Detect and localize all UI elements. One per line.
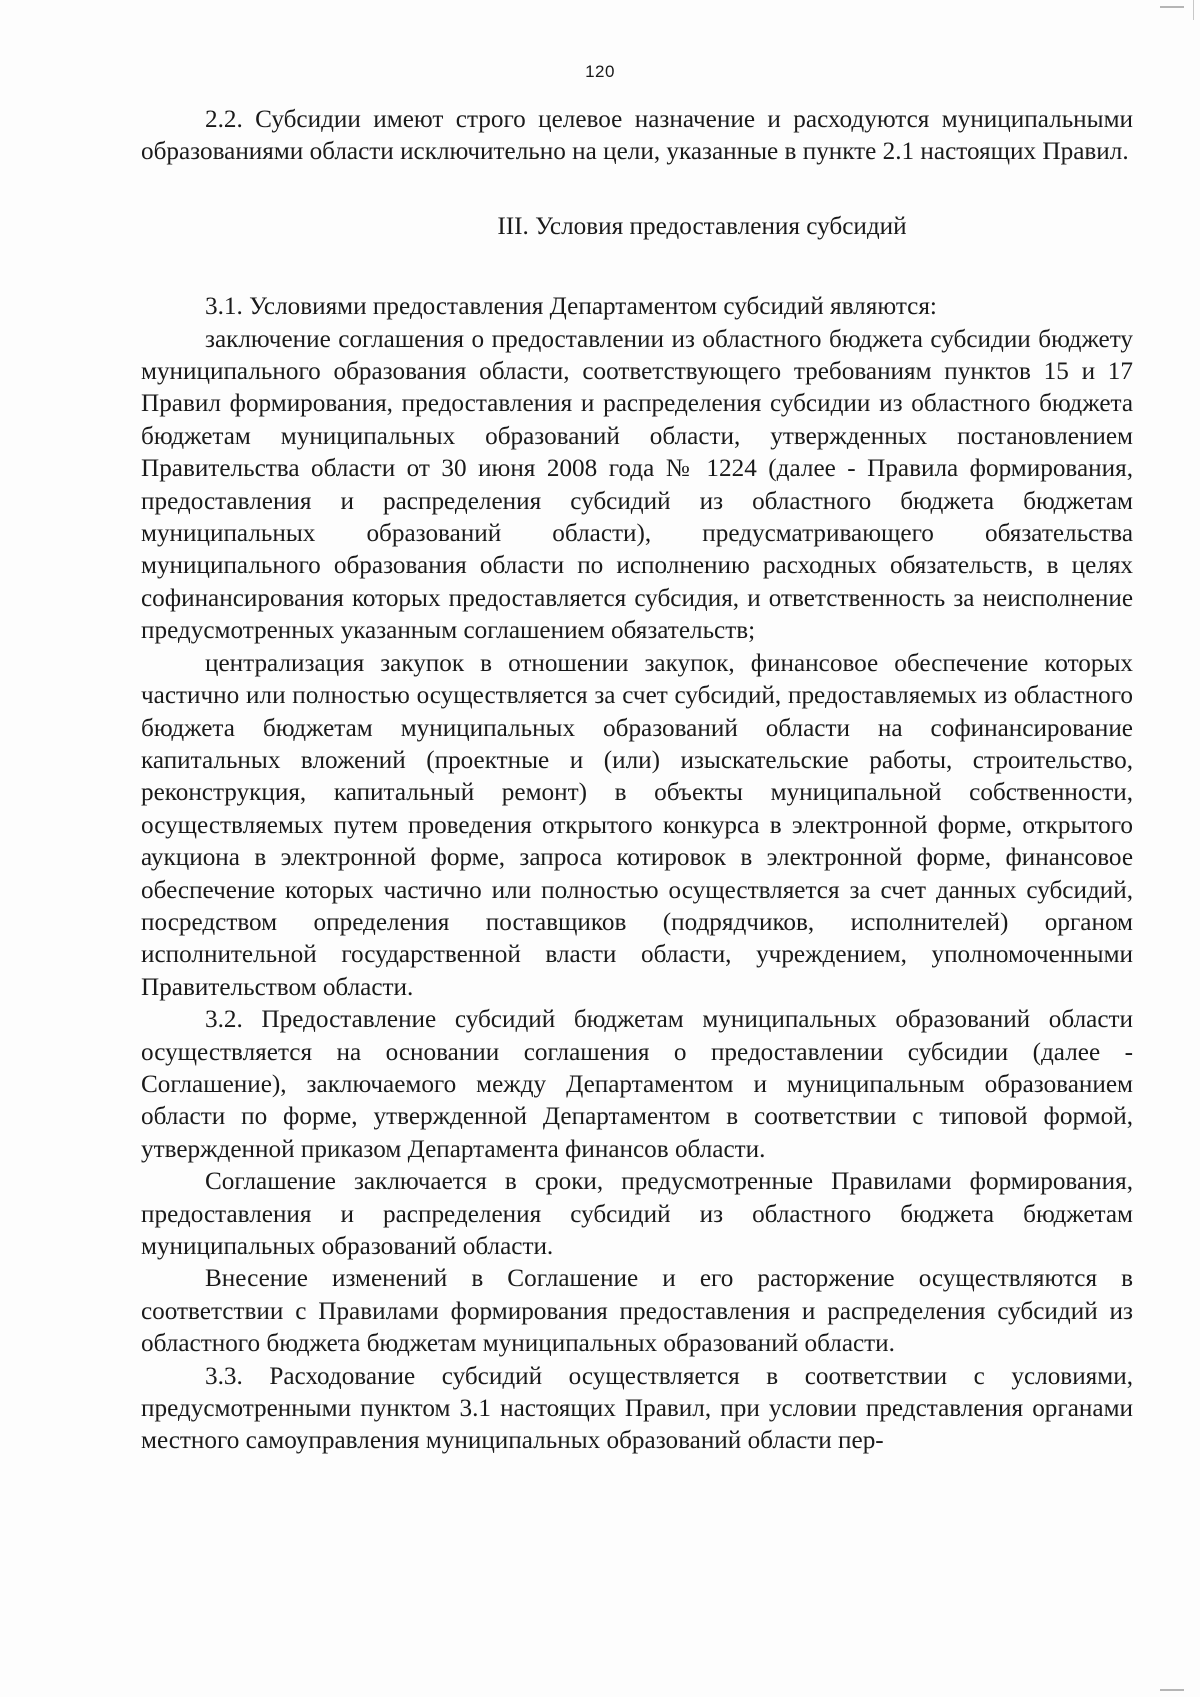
paragraph-3-3: 3.3. Расходование субсидий осуществляется в соответствии с условиями, предусмотренными пунктом 3.1 настоящих Правил, при условии представления органами местного самоуправления муниципальных образований области пер- xyxy=(141,1362,1133,1455)
paragraph-3-2-terms: Соглашение заключается в сроки, предусмотренные Правилами формирования, предоставления и распределения субсидий из областного бюджета бюджетам муниципальных образований области. xyxy=(141,1168,1133,1260)
section-title: III. Условия предоставления субсидий xyxy=(497,212,907,240)
paragraph-3-1: 3.1. Условиями предоставления Департаментом субсидий являются: xyxy=(205,293,937,321)
paragraph-3-2-changes: Внесение изменений в Соглашение и его расторжение осуществляются в соответствии с Правилами формирования предоставления и распределения субсидий из областного бюджета бюджетам муниципальных образований области. xyxy=(141,1265,1133,1358)
document-body xyxy=(141,104,1133,1458)
scan-edge-mark xyxy=(1193,0,1194,20)
paragraph-3-1-centralization: централизация закупок в отношении закупок, финансовое обеспечение которых частично или полностью осуществляется за счет субсидий, предоставляемых из областного бюджета бюджетам муниципальных образований области на софинансирование капитальных вложений (проектные и (или) изыскательские работы, строительство, реконструкция, капитальный ремонт) в объекты муниципальной собственности, осуществляемых путем проведения открытого конкурса в электронной форме, открытого аукциона в электронной форме, запроса котировок в электронной форме, финансовое обеспечение которых частично или полностью осуществляется за счет данных субсидий, посредством определения поставщиков (подрядчиков, исполнителей) органом исполнительной государственной власти области, учреждением, уполномоченными Правительством области. xyxy=(141,649,1133,1001)
paragraph-3-1-agreement: заключение соглашения о предоставлении из областного бюджета субсидии бюджету муниципального образования области, соответствующего требованиям пунктов 15 и 17 Правил формирования, предоставления и распределения субсидии из областного бюджета бюджетам муниципальных образований области, утвержденных постановлением Правительства области от 30 июня 2008 года № 1224 (далее - Правила формирования, предоставления и распределения субсидий из областного бюджета бюджетам муниципальных образований области), предусматривающего обязательства муниципального образования области по исполнению расходных обязательств, в целях софинансирования которых предоставляется субсидия, и ответственность за неисполнение предусмотренных указанным соглашением обязательств; xyxy=(141,325,1133,645)
paragraph-2-2: 2.2. Субсидии имеют строго целевое назначение и расходуются муниципальными образованиями области исключительно на цели, указанные в пункте 2.1 настоящих Правил. xyxy=(141,106,1133,166)
scan-corner-mark-bottom xyxy=(1160,1689,1184,1691)
scan-corner-mark-top xyxy=(1160,6,1184,8)
paragraph-3-2: 3.2. Предоставление субсидий бюджетам муниципальных образований области осуществляется на основании соглашения о предоставлении субсидии (далее - Соглашение), заключаемого между Департаментом и муниципальным образованием области по форме, утвержденной Департаментом в соответствии с типовой формой, утвержденной приказом Департамента финансов области. xyxy=(141,1006,1133,1163)
page-number: 120 xyxy=(585,62,615,81)
